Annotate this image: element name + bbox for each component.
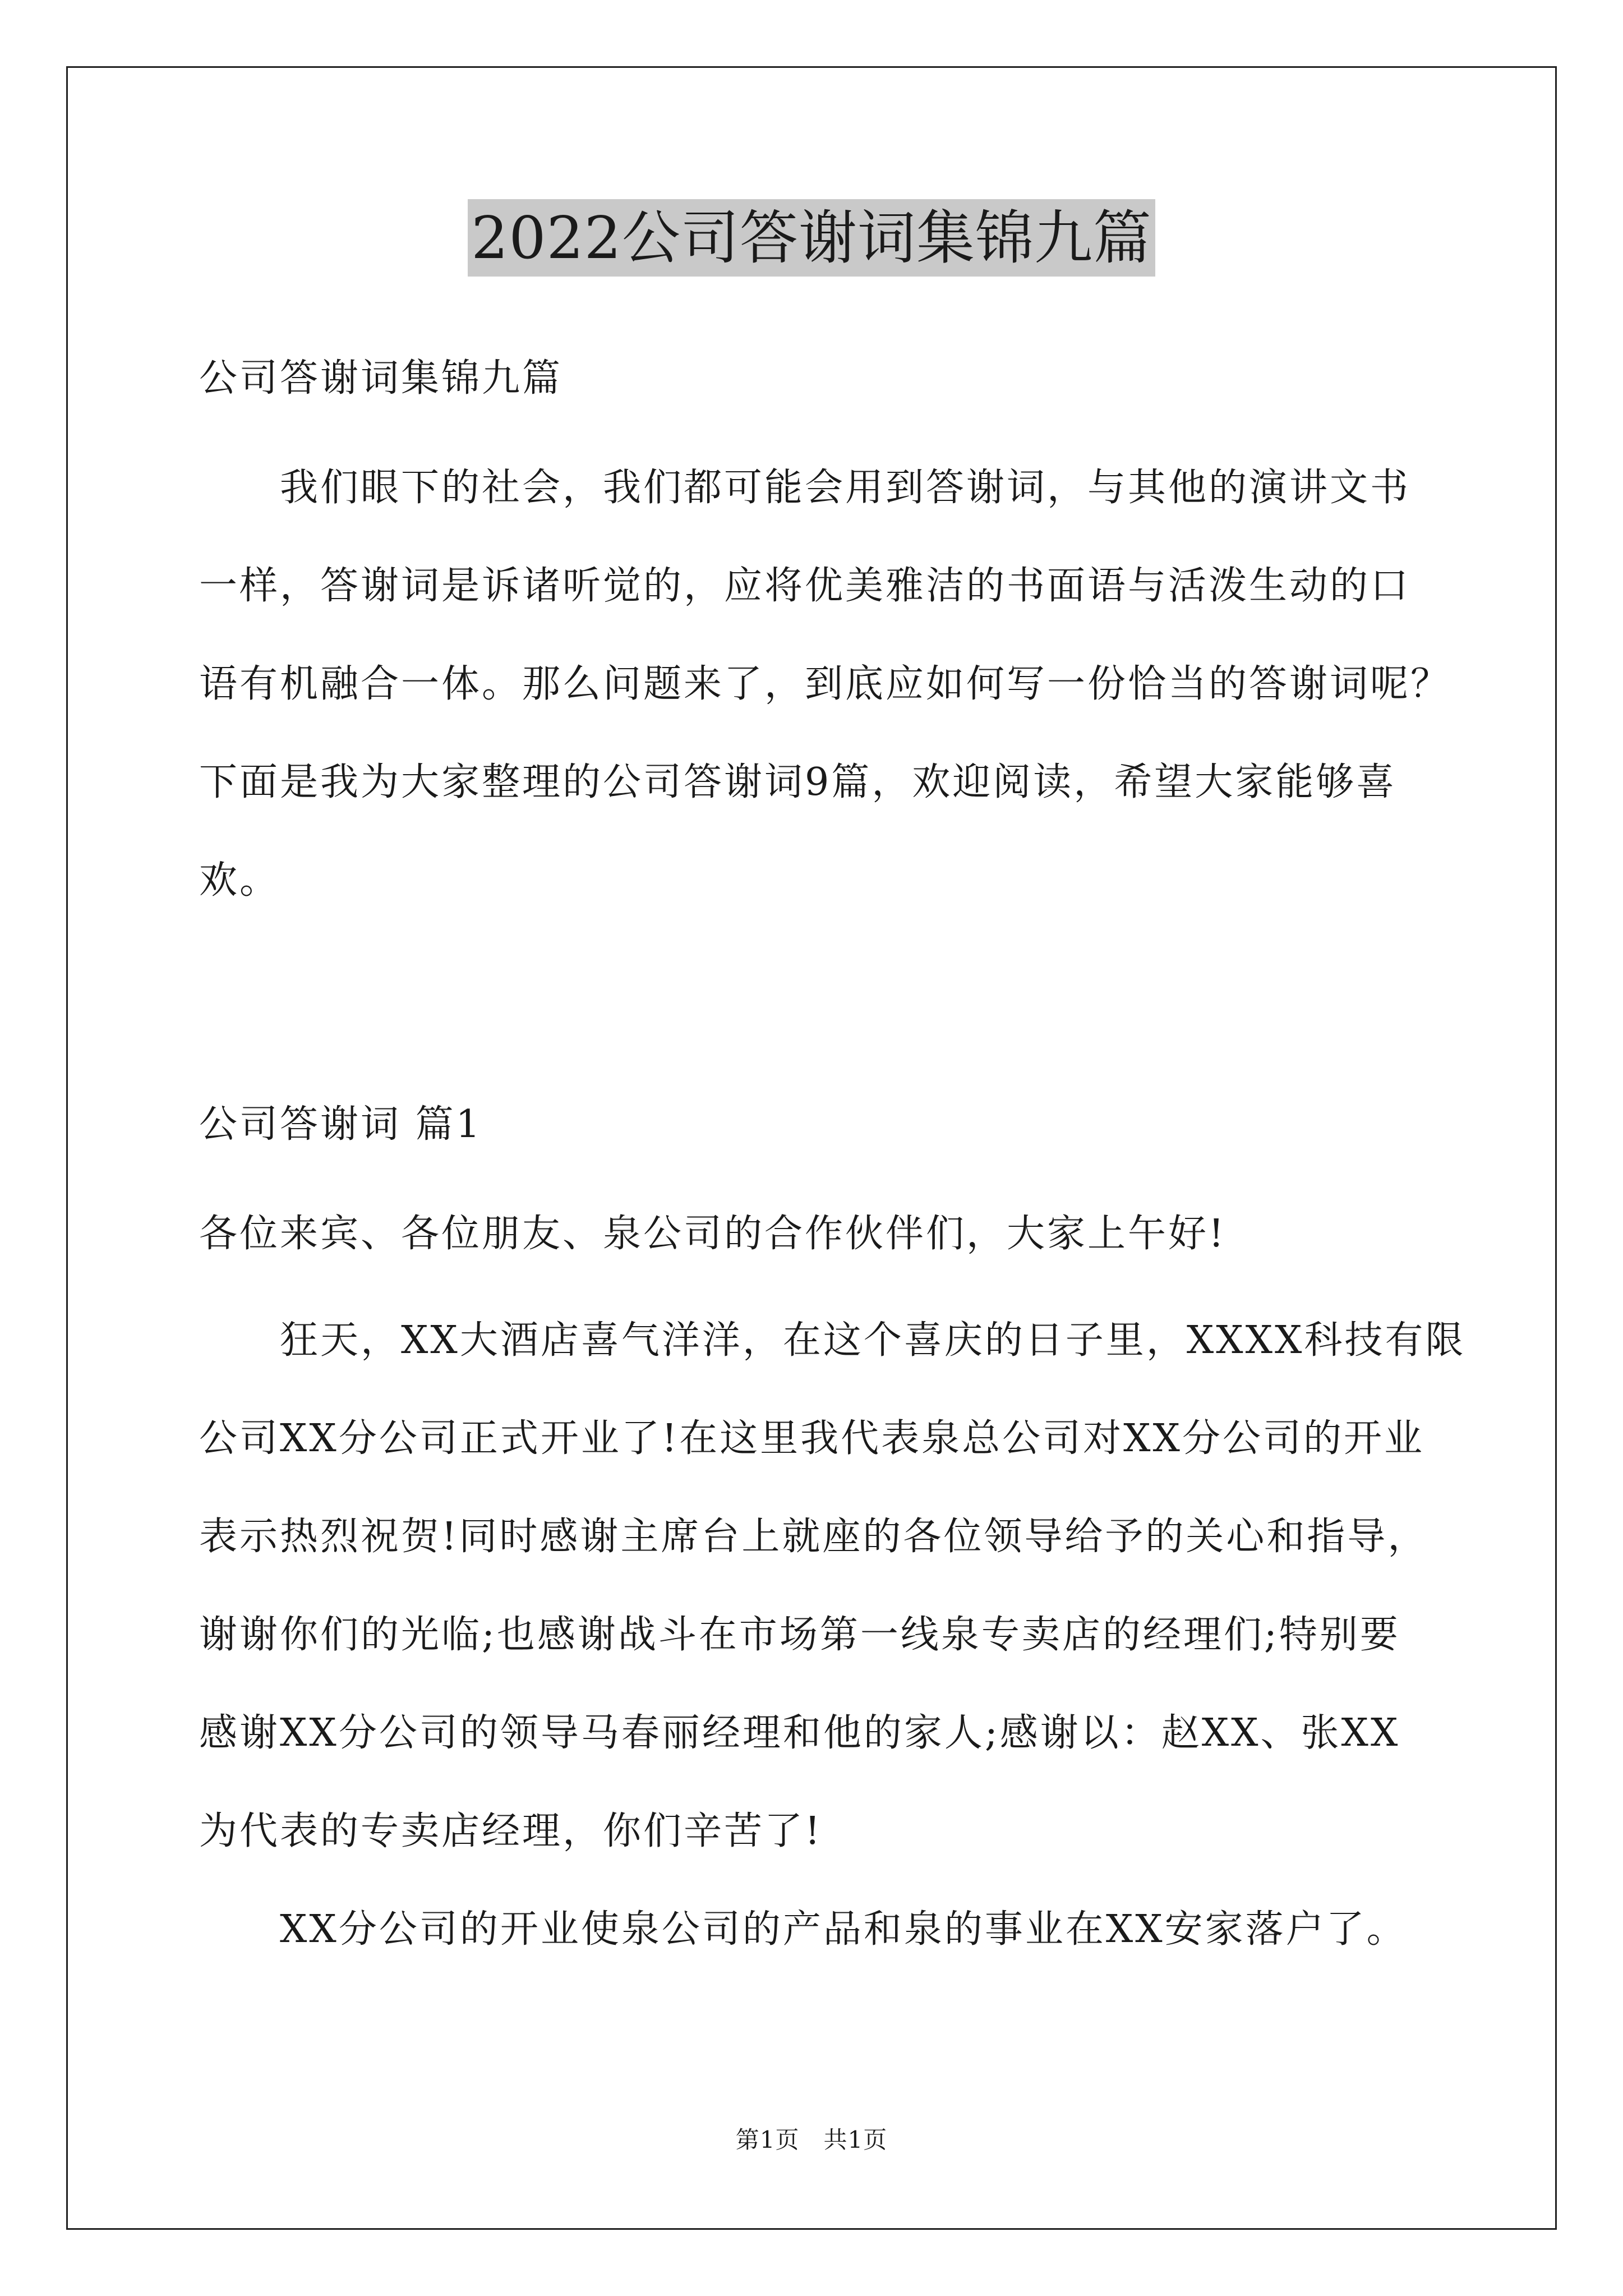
intro-line: 一样，答谢词是诉诸听觉的，应将优美雅洁的书面语与活泼生动的口 <box>199 564 1411 608</box>
body-line: 公司XX分公司正式开业了!在这里我代表泉总公司对XX分公司的开业 <box>199 1416 1424 1461</box>
section-heading: 公司答谢词 篇1 <box>199 1102 482 1147</box>
body-line: XX分公司的开业使泉公司的产品和泉的事业在XX安家落户了。 <box>199 1907 1407 1952</box>
body-line: 感谢XX分公司的领导马春丽经理和他的家人;感谢以：赵XX、张XX <box>199 1711 1400 1755</box>
subtitle: 公司答谢词集锦九篇 <box>199 356 563 401</box>
title-container <box>0 199 1623 277</box>
intro-line: 欢。 <box>199 858 280 903</box>
body-line: 表示热烈祝贺!同时感谢主席台上就座的各位领导给予的关心和指导， <box>199 1515 1428 1559</box>
intro-line: 下面是我为大家整理的公司答谢词9篇，欢迎阅读，希望大家能够喜 <box>199 760 1397 804</box>
body-line: 为代表的专卖店经理，你们辛苦了! <box>199 1809 823 1853</box>
intro-line: 我们眼下的社会，我们都可能会用到答谢词，与其他的演讲文书 <box>199 466 1411 510</box>
greeting: 各位来宾、各位朋友、泉公司的合作伙伴们，大家上午好! <box>199 1212 1227 1256</box>
document-title: 2022公司答谢词集锦九篇 <box>468 199 1155 277</box>
intro-line: 语有机融合一体。那么问题来了，到底应如何写一份恰当的答谢词呢？ <box>199 662 1451 706</box>
page-footer: 第1页 共1页 <box>735 2126 888 2154</box>
body-line: 谢谢你们的光临;也感谢战斗在市场第一线泉专卖店的经理们;特别要 <box>199 1613 1400 1657</box>
body-line: 狂天，XX大酒店喜气洋洋，在这个喜庆的日子里，XXXX科技有限 <box>199 1318 1466 1363</box>
